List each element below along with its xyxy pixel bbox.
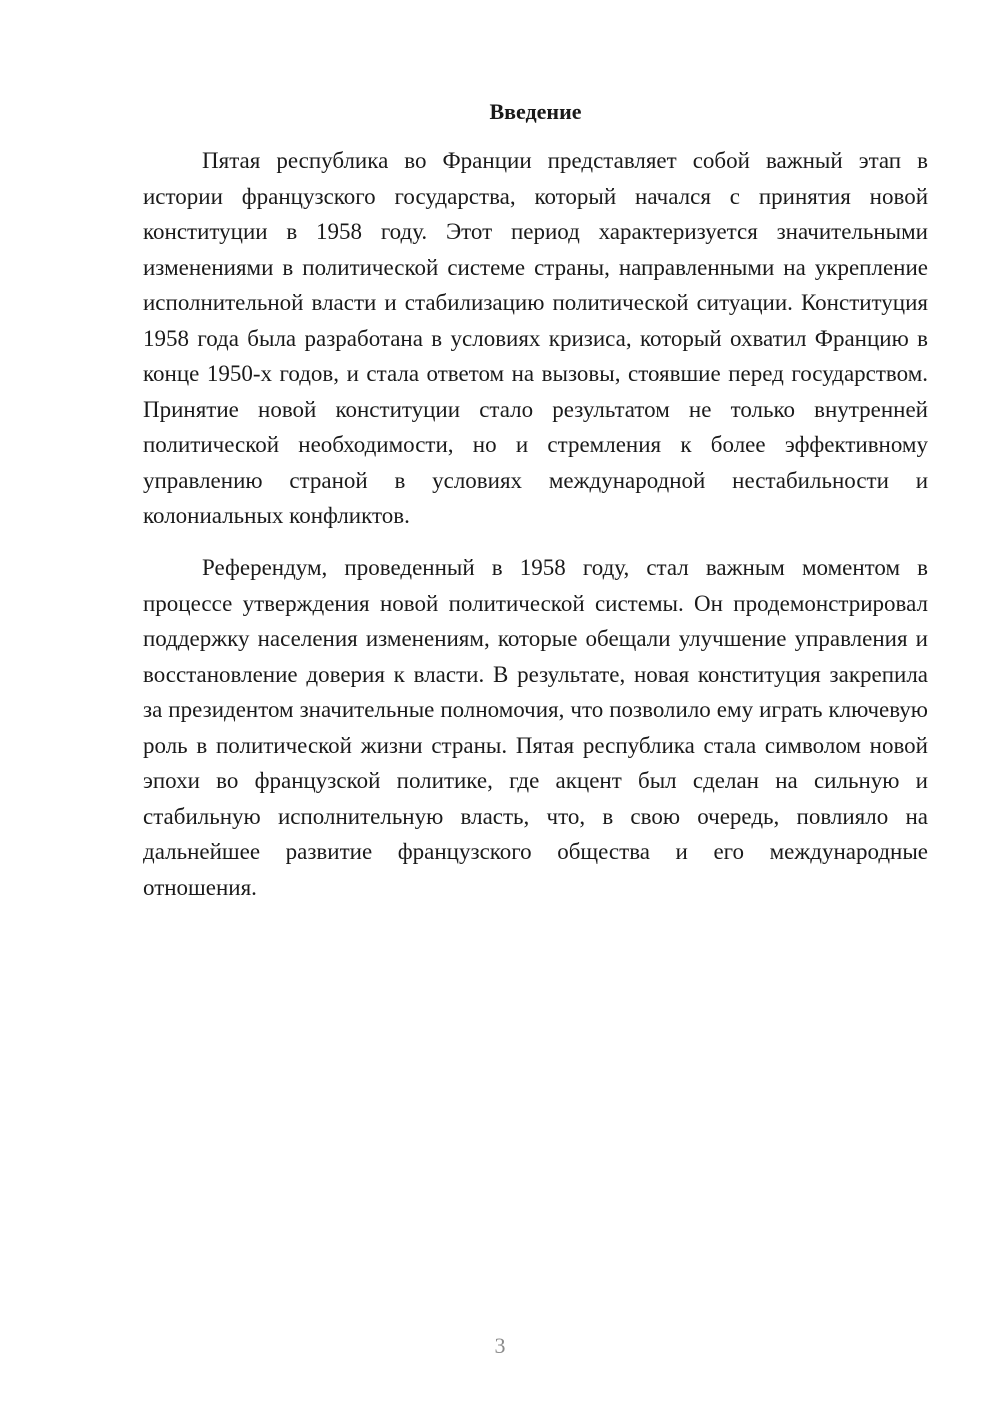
paragraph-1: Пятая республика во Франции представляет собой важный этап в истории французского государства, который начался с принятия новой конституции в 1958 году. Этот период характеризуется значительными изменениями в политической системе страны, направленными на укрепление исполнительной власти и стабилизацию политической ситуации. Конституция 1958 года была разработана в условиях кризиса, который охватил Францию в конце 1950-х годов, и стала ответом на вызовы, стоявшие перед государством. Принятие новой конституции стало результатом не только внутренней политической необходимости, но и стремления к более эффективному управлению страной в условиях международной нестабильности и колониальных конфликтов. bbox=[143, 148, 928, 528]
paragraph-2: Референдум, проведенный в 1958 году, стал важным моментом в процессе утверждения новой политической системы. Он продемонстрировал поддержку населения изменениям, которые обещали улучшение управления и восстановление доверия к власти. В результате, новая конституция закрепила за президентом значительные полномочия, что позволило ему играть ключевую роль в политической жизни страны. Пятая республика стала символом новой эпохи во французской политике, где акцент был сделан на сильную и стабильную исполнительную власть, что, в свою очередь, повлияло на дальнейшее развитие французского общества и его международные отношения. bbox=[143, 555, 928, 900]
page-number: 3 bbox=[494, 1333, 506, 1358]
section-heading: Введение bbox=[489, 99, 582, 124]
